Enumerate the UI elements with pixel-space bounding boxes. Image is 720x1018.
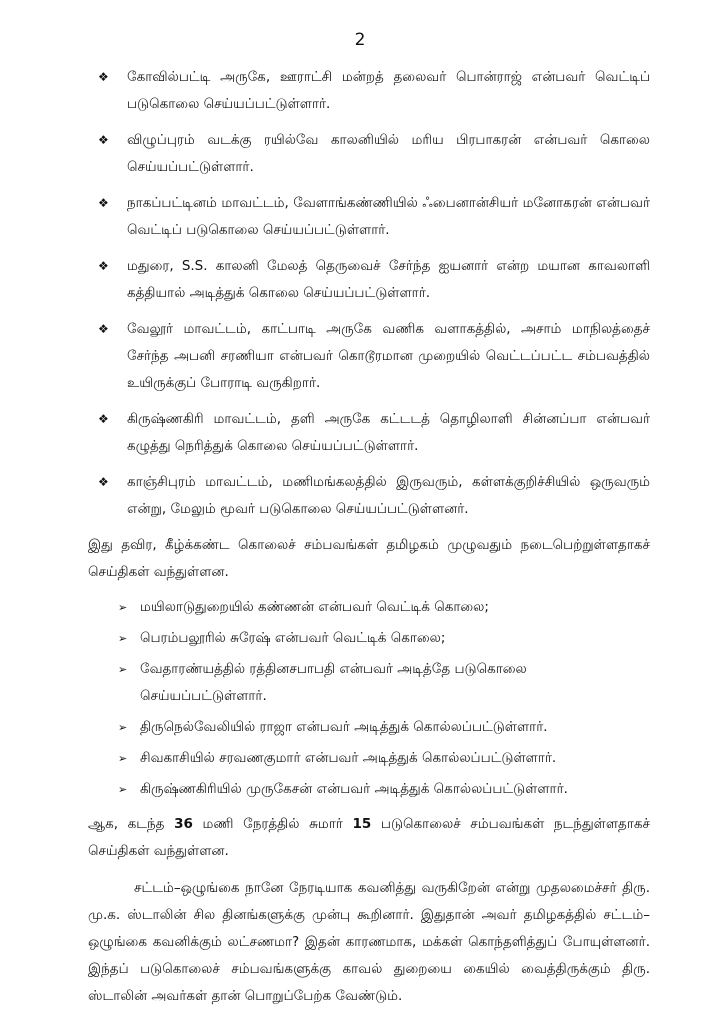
page-number: 2 xyxy=(354,30,366,50)
bullet-text: கிருஷ்ணகிரி மாவட்டம், தளி அருகே கட்டடத் தொழிலாளி சின்னப்பா என்பவர் கழுத்து நெரித்துக் கொலை செய்யப்பட்டுள்ளார். xyxy=(127,411,650,454)
arrow-bullet-icon: ➢ xyxy=(118,601,128,614)
arrow-text: மயிலாடுதுறையில் கண்ணன் என்பவர் வெட்டிக் கொலை; xyxy=(140,599,489,615)
murder-count: 15 xyxy=(352,816,372,832)
arrow-item xyxy=(88,714,650,741)
arrow-bullet-icon: ➢ xyxy=(118,663,128,676)
bullet-text: விழுப்புரம் வடக்கு ரயில்வே காலனியில் மரிய பிரபாகரன் என்பவர் கொலை செய்யப்பட்டுள்ளார். xyxy=(127,132,650,175)
summary-text: ஆக, கடந்த xyxy=(88,816,175,832)
bullet-text: நாகப்பட்டினம் மாவட்டம், வேளாங்கண்ணியில் ஃபைனான்சியர் மனோகரன் என்பவர் வெட்டிப் படுகொலை செய்யப்பட்டுள்ளார். xyxy=(127,195,650,238)
bullet-text: வேலூர் மாவட்டம், காட்பாடி அருகே வணிக வளாகத்தில், அசாம் மாநிலத்தைச் சேர்ந்த அபனி சரணியா என்பவர் கொடூரமான முறையில் வெட்டப்பட்ட சம்பவத்தில் உயிருக்குப் போராடி வருகிறார். xyxy=(127,321,650,391)
closing-paragraph: சட்டம்–ஒழுங்கை நானே நேரடியாக கவனித்து வருகிறேன் என்று முதலமைச்சர் திரு. மு.க. ஸ்டாலின் சில தினங்களுக்கு முன்பு கூறினார். இதுதான் அவர் தமிழகத்தில் சட்டம்–ஒழுங்கை கவனிக்கும் லட்சணமா? இதன் காரணமாக, மக்கள் கொந்தளித்துப் போயுள்ளனர். இந்தப் படுகொலைச் சம்பவங்களுக்கு காவல் துறையை கையில் வைத்திருக்கும் திரு. ஸ்டாலின் அவர்கள் தான் பொறுப்பேற்க வேண்டும். xyxy=(88,880,650,1004)
bullet-item xyxy=(88,406,650,460)
summary-text: படுகொலைச் சம்பவங்கள் நடந்துள்ளதாகச் செய்திகள் வந்துள்ளன. xyxy=(88,816,650,859)
bullet-item xyxy=(88,64,650,118)
arrow-text: திருநெல்வேலியில் ராஜா என்பவர் அடித்துக் கொல்லப்பட்டுள்ளார். xyxy=(140,719,548,735)
summary-paragraph xyxy=(88,811,650,865)
diamond-bullet-icon: ❖ xyxy=(98,475,109,489)
bullet-item xyxy=(88,127,650,181)
hours-count: 36 xyxy=(174,816,193,832)
diamond-bullet-icon: ❖ xyxy=(98,196,109,210)
bullet-item xyxy=(88,190,650,244)
arrow-item xyxy=(88,656,650,710)
summary-text: மணி நேரத்தில் சுமார் xyxy=(192,816,353,832)
bullet-item xyxy=(88,316,650,397)
arrow-item xyxy=(88,625,650,652)
diamond-bullet-icon: ❖ xyxy=(98,259,109,273)
arrow-bullet-icon: ➢ xyxy=(118,783,128,796)
diamond-bullet-icon: ❖ xyxy=(98,412,109,426)
arrow-item xyxy=(88,594,650,621)
intro-paragraph: இது தவிர, கீழ்க்கண்ட கொலைச் சம்பவங்கள் தமிழகம் முழுவதும் நடைபெற்றுள்ளதாகச் செய்திகள் வந்துள்ளன. xyxy=(88,537,650,580)
incident-bullet-list xyxy=(88,64,650,523)
arrow-text: வேதாரண்யத்தில் ரத்தினசபாபதி என்பவர் அடித்தே படுகொலை செய்யப்பட்டுள்ளார். xyxy=(140,661,527,704)
arrow-bullet-icon: ➢ xyxy=(118,632,128,645)
arrow-text: பெரம்பலூரில் சுரேஷ் என்பவர் வெட்டிக் கொலை; xyxy=(140,630,446,646)
incident-arrow-list xyxy=(88,594,650,803)
arrow-bullet-icon: ➢ xyxy=(118,752,128,765)
arrow-bullet-icon: ➢ xyxy=(118,721,128,734)
arrow-item xyxy=(88,776,650,803)
arrow-item xyxy=(88,745,650,772)
arrow-text: கிருஷ்ணகிரியில் முருகேசன் என்பவர் அடித்துக் கொல்லப்பட்டுள்ளார். xyxy=(140,781,568,797)
arrow-text: சிவகாசியில் சரவணகுமார் என்பவர் அடித்துக் கொல்லப்பட்டுள்ளார். xyxy=(140,750,557,766)
bullet-text: கோவில்பட்டி அருகே, ஊராட்சி மன்றத் தலைவர் பொன்ராஜ் என்பவர் வெட்டிப் படுகொலை செய்யப்பட்டுள்ளார். xyxy=(127,69,650,112)
diamond-bullet-icon: ❖ xyxy=(98,133,109,147)
document-body xyxy=(88,64,650,1018)
bullet-text: காஞ்சிபுரம் மாவட்டம், மணிமங்கலத்தில் இருவரும், கள்ளக்குறிச்சியில் ஒருவரும் என்று, மேலும் மூவர் படுகொலை செய்யப்பட்டுள்ளனர். xyxy=(127,474,650,517)
bullet-item xyxy=(88,253,650,307)
diamond-bullet-icon: ❖ xyxy=(98,322,109,336)
bullet-text: மதுரை, S.S. காலனி மேலத் தெருவைச் சேர்ந்த ஐயனார் என்ற மயான காவலாளி கத்தியால் அடித்துக் கொலை செய்யப்பட்டுள்ளார். xyxy=(127,258,650,301)
diamond-bullet-icon: ❖ xyxy=(98,70,109,84)
bullet-item xyxy=(88,469,650,523)
